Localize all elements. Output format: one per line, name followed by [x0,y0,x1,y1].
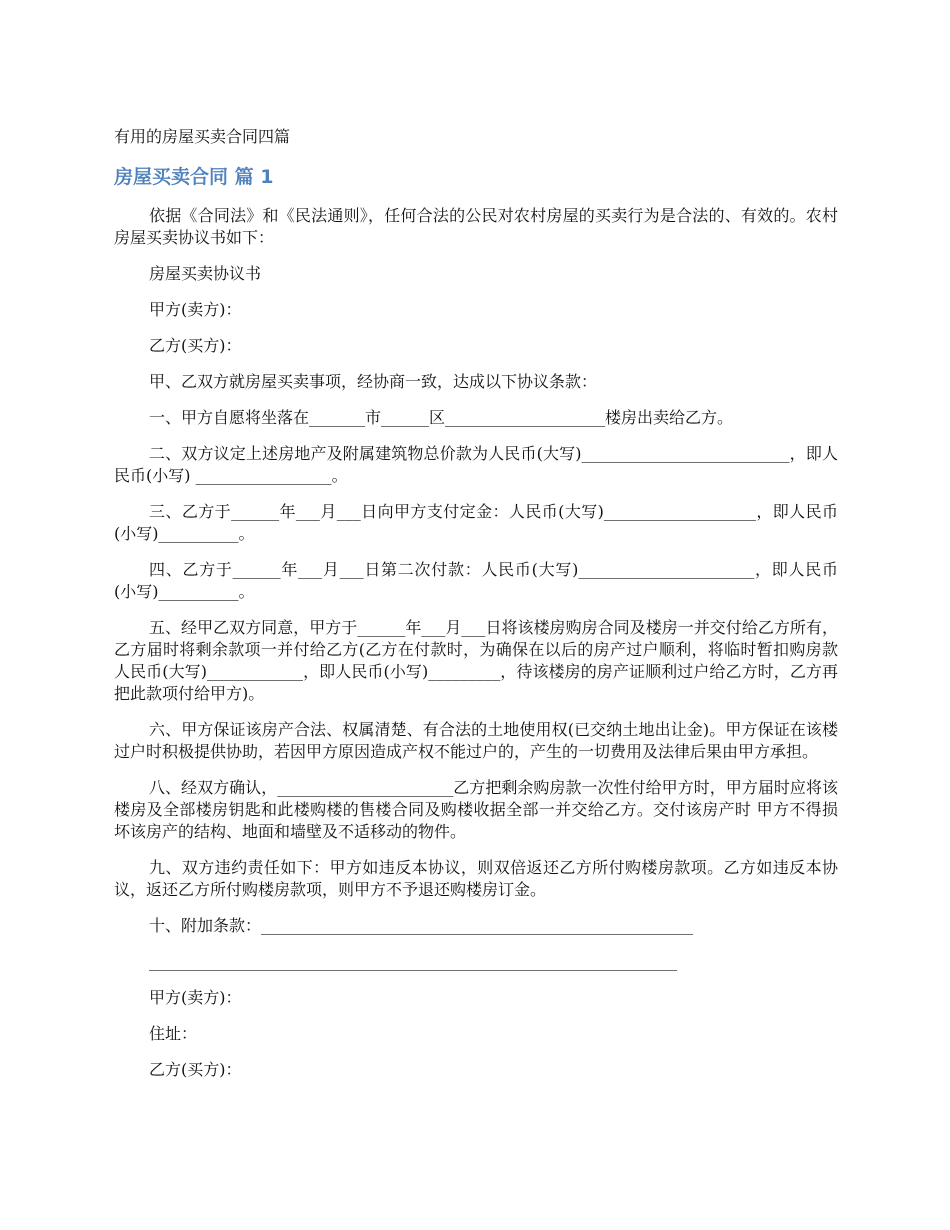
clause-1: 一、甲方自愿将坐落在_______市______区____________________楼房出卖给乙方。 [149,408,734,427]
paragraph-preamble: 甲、乙双方就房屋买卖事项，经协商一致，达成以下协议条款： [149,372,598,391]
document-title: 有用的房屋买卖合同四篇 [114,127,291,146]
clause-3: 三、乙方于______年___月___日向甲方支付定金：人民币(大写)___________________，即人民币(小写)__________。 [114,502,838,543]
clause-8: 八、经双方确认，______________________乙方把剩余购房款一次性付给甲方时，甲方届时应将该楼房及全部楼房钥匙和此楼购楼的售楼合同及购楼收据全部一并交给乙方。交付该房产时 甲方不得损坏该房产的结构、地面和墙壁及不适移动的物件。 [114,778,838,841]
signature-address: 住址： [149,1024,198,1043]
clause-4: 四、乙方于______年___月___日第二次付款：人民币(大写)______________________，即人民币(小写)__________。 [114,560,838,601]
clause-2: 二、双方议定上述房地产及附属建筑物总价款为人民币(大写)__________________________，即人民币(小写) _________________。 [114,444,838,485]
clause-9: 九、双方违约责任如下：甲方如违反本协议，则双倍返还乙方所付购楼房款项。乙方如违反本协议，返还乙方所付购楼房款项，则甲方不予退还购楼房订金。 [114,858,838,899]
paragraph-party-b: 乙方(买方)： [149,336,242,355]
signature-party-a: 甲方(卖方)： [149,988,242,1007]
section-heading: 房屋买卖合同 篇 1 [114,166,274,188]
clause-10: 十、附加条款：______________________________________________________ [149,916,694,935]
clause-5: 五、经甲乙双方同意，甲方于______年___月___日将该楼房购房合同及楼房一并交付给乙方所有，乙方届时将剩余款项一并付给乙方(乙方在付款时，为确保在以后的房产过户顺利，将临时暂扣购房款人民币(大写)____________，即人民币(小写)_________，待该楼房的房产证顺利过户给乙方时，乙方再把此款项付给甲方)。 [114,618,838,703]
paragraph-party-a: 甲方(卖方)： [149,300,242,319]
clause-10-continuation: __________________________________________________________________ [149,952,677,971]
clause-6: 六、甲方保证该房产合法、权属清楚、有合法的土地使用权(已交纳土地出让金)。甲方保证在该楼过户时积极提供协助，若因甲方原因造成产权不能过户的，产生的一切费用及法律后果由甲方承担。 [114,720,838,761]
signature-party-b: 乙方(买方)： [149,1060,242,1079]
document-body [114,205,838,1095]
paragraph-agreement-title: 房屋买卖协议书 [149,264,262,283]
paragraph-intro: 依据《合同法》和《民法通则》，任何合法的公民对农村房屋的买卖行为是合法的、有效的。农村房屋买卖协议书如下： [114,206,838,247]
